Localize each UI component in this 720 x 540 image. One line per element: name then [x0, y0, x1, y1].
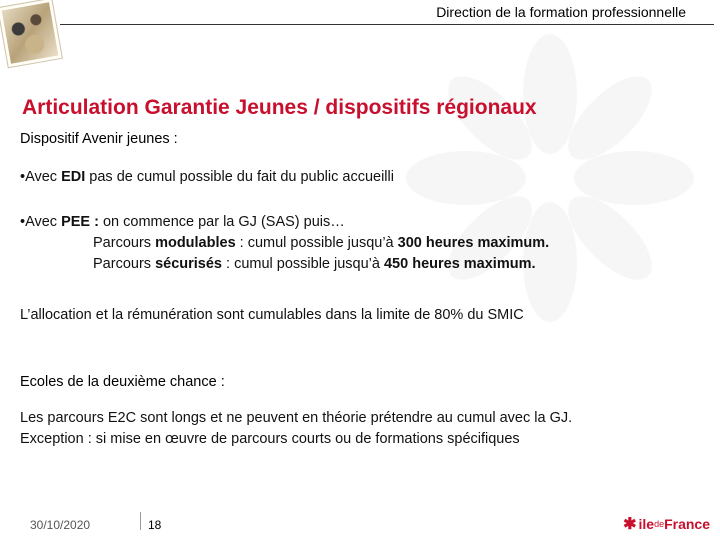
header-photo — [0, 0, 63, 68]
allocation-text: L’allocation et la rémunération sont cumulables dans la limite de 80% du SMIC — [20, 307, 524, 323]
slide-title: Articulation Garantie Jeunes / dispositifs régionaux — [22, 96, 537, 119]
section-heading-avenir-jeunes: Dispositif Avenir jeunes : — [20, 131, 178, 147]
bullet-edi — [20, 167, 394, 188]
bullet-pee-text: on commence par la GJ (SAS) puis… — [98, 214, 345, 230]
parcours-modulables-prefix: Parcours — [93, 235, 156, 251]
bullet-edi-prefix: •Avec — [20, 169, 62, 185]
logo-text-france: France — [664, 516, 710, 532]
e2c-line-2: Exception : si mise en œuvre de parcours courts ou de formations spécifiques — [20, 431, 520, 447]
footer-divider — [140, 512, 141, 530]
bullet-edi-text: pas de cumul possible du fait du public accueilli — [85, 169, 394, 185]
parcours-modulables-text: : cumul possible jusqu’à — [235, 235, 398, 251]
header-title: Direction de la formation professionnelle — [436, 4, 686, 20]
star-watermark-icon — [397, 28, 700, 328]
bullet-pee — [20, 212, 549, 275]
section-heading-e2c: Ecoles de la deuxième chance : — [20, 374, 225, 390]
parcours-securises-prefix: Parcours — [93, 256, 156, 272]
footer-date: 30/10/2020 — [30, 518, 91, 532]
parcours-modulables-bold: modulables — [155, 235, 236, 251]
e2c-paragraph — [20, 408, 572, 450]
parcours-securises-bold: sécurisés — [155, 256, 222, 272]
iledefrance-logo — [623, 514, 710, 534]
logo-text-ile: ile — [638, 516, 655, 532]
bullet-edi-bold: EDI — [61, 169, 86, 185]
bullet-pee-prefix: •Avec — [20, 214, 62, 230]
parcours-securises-hours: 450 heures maximum. — [383, 256, 536, 272]
header-divider — [60, 24, 714, 25]
star-icon: ✱ — [623, 516, 637, 533]
page-number: 18 — [148, 518, 162, 532]
logo-text-de: de — [654, 519, 665, 529]
parcours-modulables-hours: 300 heures maximum. — [397, 235, 550, 251]
parcours-securises-text: : cumul possible jusqu’à — [221, 256, 384, 272]
e2c-line-1: Les parcours E2C sont longs et ne peuvent en théorie prétendre au cumul avec la GJ. — [20, 410, 573, 426]
bullet-pee-bold: PEE : — [61, 214, 99, 230]
